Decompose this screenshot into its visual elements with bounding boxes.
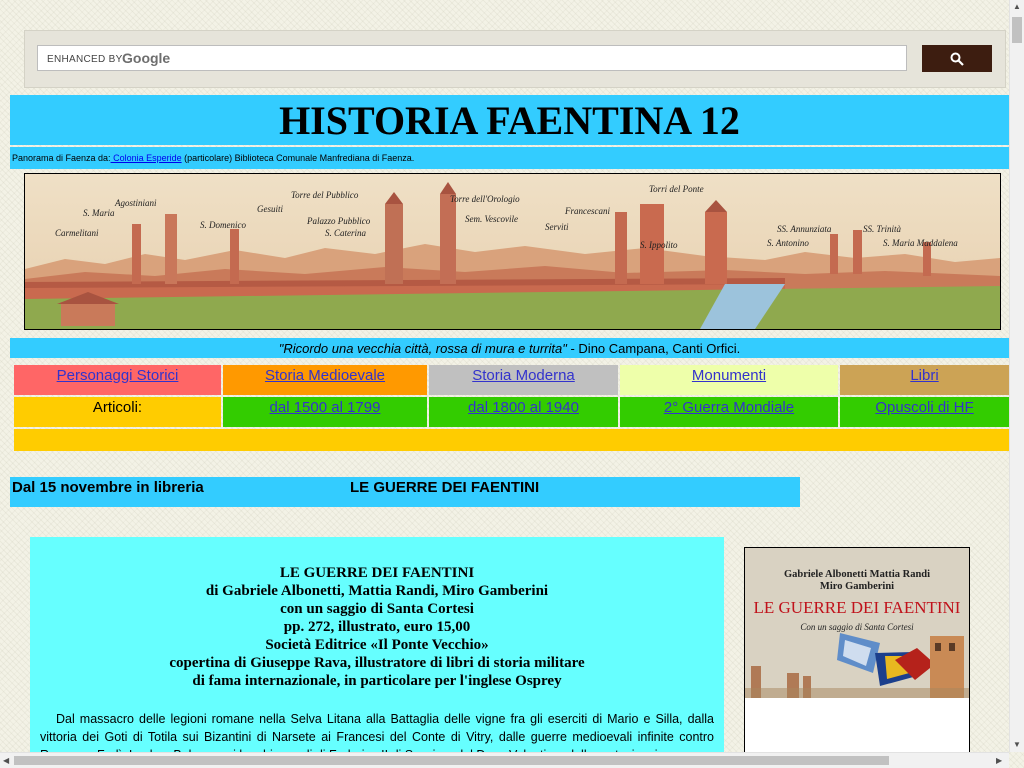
nav-link-storia-moderna[interactable]: Storia Moderna <box>472 367 575 384</box>
book-info <box>30 564 724 690</box>
nav-cell-moderna <box>429 365 618 395</box>
scroll-left-icon[interactable]: ◀ <box>3 756 10 765</box>
book-essay: con un saggio di Santa Cortesi <box>280 601 474 617</box>
vertical-scroll-thumb[interactable] <box>1012 17 1022 43</box>
book-title: LE GUERRE DEI FAENTINI <box>279 565 475 581</box>
vertical-scrollbar[interactable] <box>1009 0 1024 752</box>
panorama-caption <box>12 153 414 163</box>
enhanced-by-label: ENHANCED BY <box>47 54 123 65</box>
nav-cell-1800 <box>429 397 618 427</box>
articoli-label: Articoli: <box>14 397 221 427</box>
nav-cell-opuscoli <box>840 397 1009 427</box>
panorama-label: Carmelitani <box>55 228 99 238</box>
quote <box>10 341 1009 356</box>
panorama-label: Francescani <box>565 206 610 216</box>
quote-band <box>10 338 1009 358</box>
caption-band <box>10 147 1009 169</box>
promo-date: Dal 15 novembre in libreria <box>12 479 204 496</box>
horizontal-scroll-thumb[interactable] <box>14 756 889 765</box>
search-input[interactable] <box>37 45 907 71</box>
nav-link-dal-1500-al-1799[interactable]: dal 1500 al 1799 <box>269 399 381 416</box>
cover-subtitle: Con un saggio di Santa Cortesi <box>800 622 914 632</box>
google-logo: Google <box>122 50 171 66</box>
horizontal-scrollbar[interactable] <box>0 752 1009 768</box>
nav-cell-libri <box>840 365 1009 395</box>
faenza-panorama-image <box>24 173 1001 330</box>
search-button[interactable] <box>922 45 992 72</box>
nav-cell-guerra <box>620 397 838 427</box>
panorama-label: S. Maria Maddalena <box>883 238 958 248</box>
page-title: HISTORIA FAENTINA 12 <box>279 98 740 143</box>
nav-link-libri[interactable]: Libri <box>910 367 939 384</box>
nav-link-opuscoli-di-hf[interactable]: Opuscoli di HF <box>875 399 974 416</box>
book-details-box <box>30 537 724 757</box>
nav-link-seconda-guerra-mondiale[interactable]: 2° Guerra Mondiale <box>663 399 795 416</box>
panorama-label: S. Domenico <box>200 220 246 230</box>
scroll-down-icon[interactable]: ▼ <box>1013 740 1021 749</box>
search-container <box>24 30 1006 88</box>
book-authors: di Gabriele Albonetti, Mattia Randi, Miro Gamberini <box>205 583 549 599</box>
nav-link-personaggi-storici[interactable]: Personaggi Storici <box>56 367 179 384</box>
cover-authors: Gabriele Albonetti Mattia Randi <box>783 569 931 580</box>
search-icon <box>950 52 964 66</box>
book-publisher: Società Editrice «Il Ponte Vecchio» <box>265 637 489 653</box>
panorama-label: Torri del Ponte <box>649 184 704 194</box>
panorama-label: S. Caterina <box>325 228 367 238</box>
book-cover-artist: copertina di Giuseppe Rava, illustratore di libri di storia militare <box>169 655 585 671</box>
book-pages-price: pp. 272, illustrato, euro 15,00 <box>283 619 471 635</box>
nav-link-dal-1800-al-1940[interactable]: dal 1800 al 1940 <box>468 399 579 416</box>
panorama-label: Palazzo Pubblico <box>307 216 371 226</box>
scroll-right-icon[interactable]: ▶ <box>996 756 1003 765</box>
panorama-label: S. Ippolito <box>640 240 678 250</box>
book-description: Dal massacro delle legioni romane nella Selva Litana alla Battaglia delle vigne fra gli eserciti di Mario e Silla, dalla vittoria dei Goti di Totila sui Bizantini di Narsete ai Francesi del Conte di Vitry, dalle guerre medioevali infinite contro <box>40 712 714 744</box>
panorama-label: SS. Trinità <box>863 224 902 234</box>
book-cover-image <box>744 547 970 759</box>
caption-prefix: Panorama di Faenza da: <box>12 153 111 163</box>
promo-title: LE GUERRE DEI FAENTINI <box>350 479 540 496</box>
quote-author: - Dino Campana, Canti Orfici. <box>566 341 741 356</box>
cover-authors-2: Miro Gamberini <box>819 581 895 592</box>
panorama-label: SS. Annunziata <box>777 224 832 234</box>
quote-text: "Ricordo una vecchia città, rossa di mura e turrita" <box>278 341 567 356</box>
scroll-up-icon[interactable]: ▲ <box>1013 2 1021 11</box>
title-band <box>10 95 1009 145</box>
nav-cell-monumenti <box>620 365 838 395</box>
panorama-label: Sem. Vescovile <box>465 214 518 224</box>
panorama-label: S. Maria <box>83 208 115 218</box>
nav-cell-1500 <box>223 397 427 427</box>
panorama-label: Torre dell'Orologio <box>450 194 520 204</box>
panorama-label: Agostiniani <box>115 198 157 208</box>
promo-band <box>10 477 800 507</box>
colonia-esperide-link[interactable]: Colonia Esperide <box>110 153 182 163</box>
nav-footer-bar <box>14 429 1009 451</box>
nav-link-monumenti[interactable]: Monumenti <box>691 367 767 384</box>
nav-cell-personaggi <box>14 365 221 395</box>
caption-suffix: (particolare) Biblioteca Comunale Manfrediana di Faenza. <box>181 153 415 163</box>
nav-link-storia-medioevale[interactable]: Storia Medioevale <box>264 367 386 384</box>
nav-cell-medioevale <box>223 365 427 395</box>
panorama-label: S. Antonino <box>767 238 809 248</box>
panorama-label: Serviti <box>545 222 569 232</box>
panorama-label: Torre del Pubblico <box>291 190 359 200</box>
book-cover-artist-2: di fama internazionale, in particolare per l'inglese Osprey <box>192 673 562 689</box>
cover-title: LE GUERRE DEI FAENTINI <box>753 598 961 617</box>
panorama-label: Gesuiti <box>257 204 283 214</box>
